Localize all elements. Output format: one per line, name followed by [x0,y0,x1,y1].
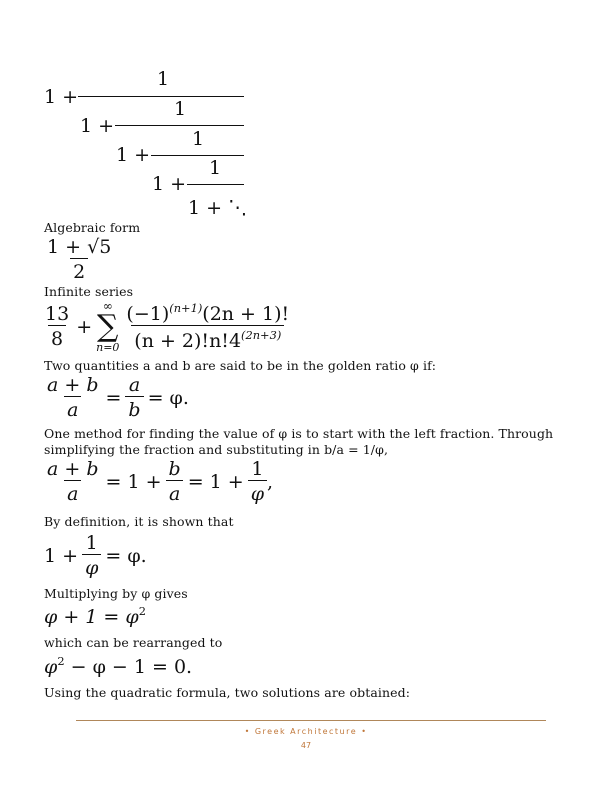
term-num-exp: (n+1) [169,301,203,316]
term-den-exp: (2n+3) [241,328,282,342]
algebraic-num: 1 + √5 [47,236,112,258]
term-den-base: (n + 2)!n!4 [134,329,242,352]
series-lead-num: 13 [45,303,70,325]
sum-sigma: ∑ [97,309,119,344]
eq-golden-ratio: $\frac{a + b}{a}$ = $\frac{a}{b}$ = φ. [47,374,189,421]
footer-divider [76,720,546,721]
text-method-line1: One method for finding the value of φ is to start with the left fraction. Through [44,426,554,441]
series-term [123,301,292,352]
text-multiplying: Multiplying by φ gives [44,586,188,601]
term-num-base: (−1) [126,303,170,325]
cf-bar-2 [115,125,244,126]
cf-term-5: 1 + ⋱ [188,197,248,219]
sum-lower: n=0 [96,341,120,354]
text-method-line2: simplifying the fraction and substituting in b/a = 1/φ, [44,442,389,457]
cf-num-2: 1 [174,98,187,120]
label-algebraic-form: Algebraic form [44,220,141,235]
cf-term-4: 1 + [152,173,187,195]
infinite-series-formula [42,300,292,353]
sum-upper: ∞ [102,299,113,313]
series-plus: + [76,315,93,338]
cf-term-1: 1 + [44,86,79,108]
eq-rearranged: $\varphi^2 - \varphi - 1 = 0$. [44,654,193,678]
eq-multiply: $\varphi + 1 = \varphi^2$ [44,604,146,628]
cf-num-3: 1 [192,128,205,150]
text-rearranged: which can be rearranged to [44,635,223,650]
cf-bar-1 [78,96,244,97]
series-lead-den: 8 [48,325,66,350]
term-num-rest: (2n + 1)! [202,303,290,325]
cf-bar-3 [151,155,244,156]
page-number: 47 [300,741,312,750]
algebraic-den: 2 [70,258,88,283]
text-quadratic: Using the quadratic formula, two solutions are obtained: [44,685,411,700]
cf-num-4: 1 [209,157,222,179]
algebraic-form-formula [44,236,114,283]
eq-simplify: $\frac{a + b}{a}$ = 1 + $\frac{b}{a}$ = 1 + $\frac{1}{\varphi}$ , [47,458,274,505]
cf-num-1: 1 [157,68,170,90]
footer-title: • Greek Architecture • [244,727,368,736]
eq-definition: 1 + $\frac{1}{\varphi}$ = φ. [44,532,147,579]
text-golden-ratio-def: Two quantities a and b are said to be in the golden ratio φ if: [44,358,437,373]
label-infinite-series: Infinite series [44,284,134,299]
cf-term-3: 1 + [116,144,151,166]
text-by-definition: By definition, it is shown that [44,514,234,529]
cf-bar-4 [187,184,244,185]
cf-term-2: 1 + [80,115,115,137]
sum-operator [96,300,119,353]
